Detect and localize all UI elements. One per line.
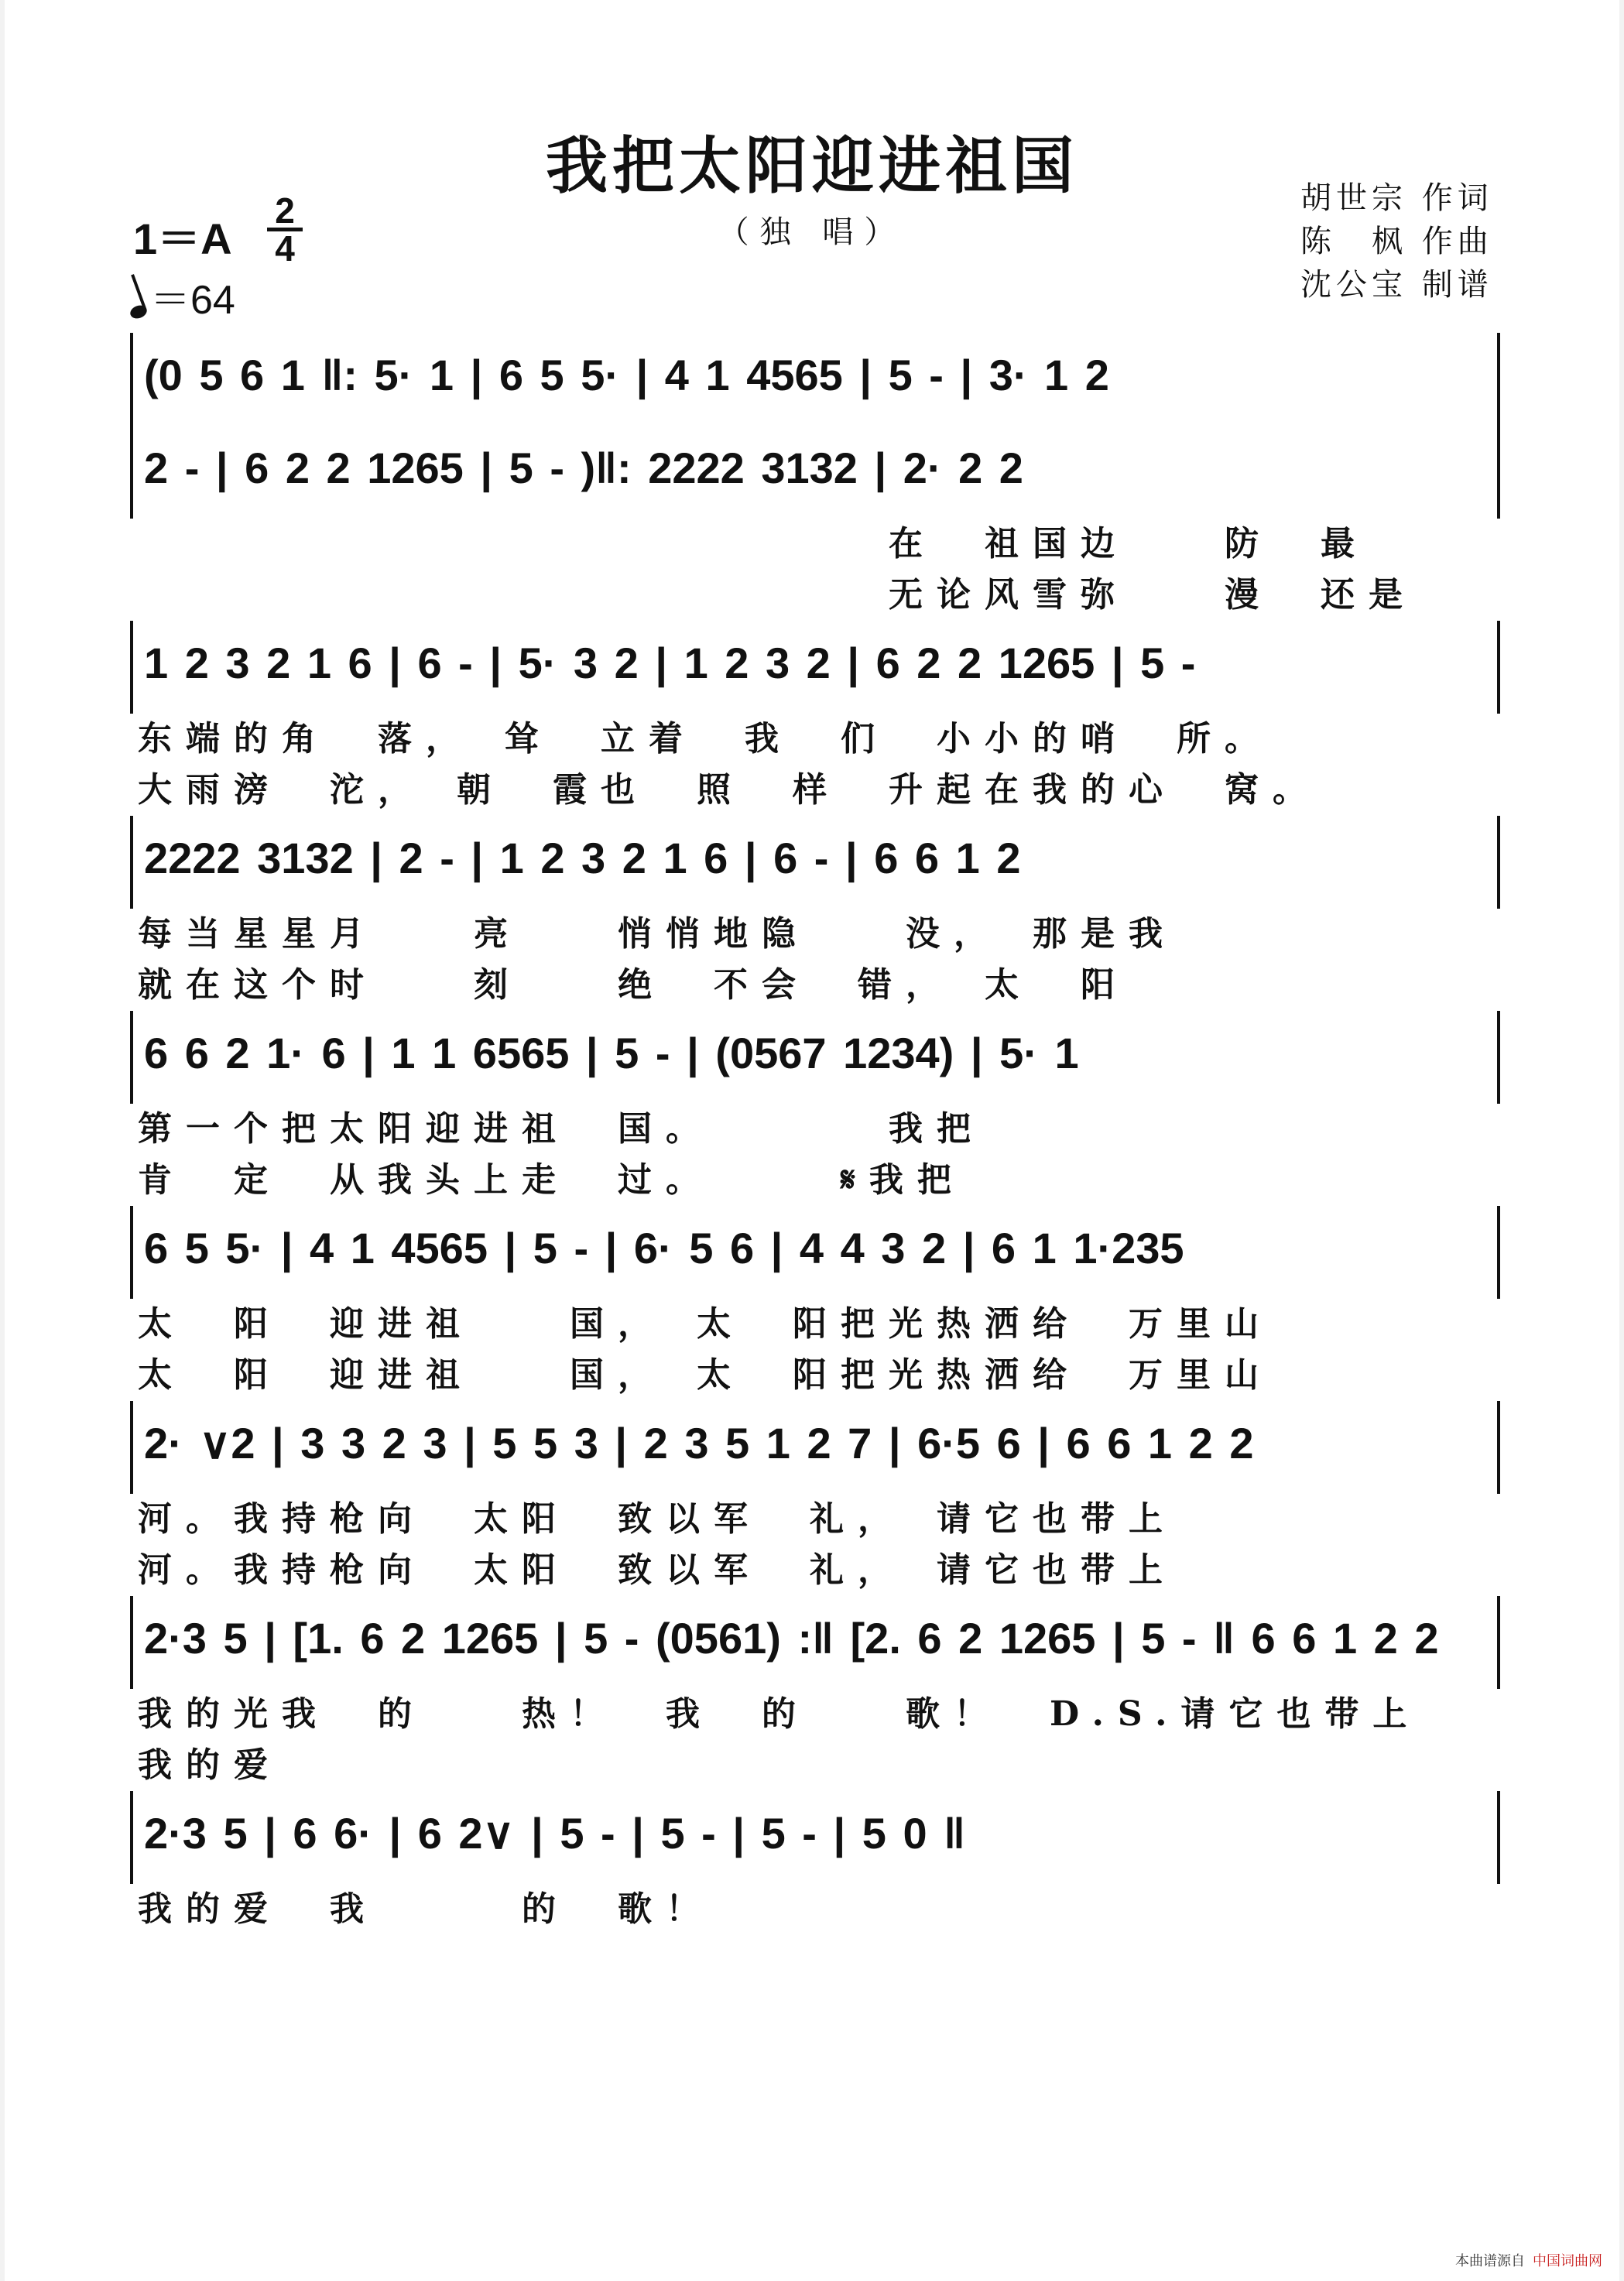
composer-credit: 陈 枫 作曲	[1300, 224, 1493, 259]
quarter-note-icon	[128, 303, 149, 321]
system-6	[130, 1206, 1500, 1401]
music-line: 6 6 2 1· 6 | 1 1 6565 | 5 - | (0567 1234) | 5· 1	[130, 1011, 1500, 1104]
lyric-verse-2: 肯 定 从我头上走 过。 𝄋我把	[138, 1160, 965, 1200]
time-signature-bottom: 4	[275, 228, 295, 269]
source-site: 中国词曲网	[1533, 2253, 1602, 2269]
music-line: 2· ∨2 | 3 3 2 3 | 5 5 3 | 2 3 5 1 2 7 | 6·5 6 | 6 6 1 2 2	[130, 1401, 1500, 1494]
system-1	[130, 333, 1500, 426]
tempo-marking	[130, 267, 235, 325]
lyric-verse-2: 无论风雪弥 漫 还是	[889, 575, 1417, 615]
lyric-verse-1: 第一个把太阳迎进祖 国。 我把	[138, 1109, 985, 1149]
lyric-verse-1: 在 祖国边 防 最	[889, 524, 1369, 563]
lyric-verse-2: 我的爱	[138, 1745, 282, 1785]
music-line: 2 - | 6 2 2 1265 | 5 - )‖: 2222 3132 | 2· 2 2	[130, 426, 1500, 519]
music-line: 1 2 3 2 1 6 | 6 - | 5· 3 2 | 1 2 3 2 | 6 2 2 1265 | 5 -	[130, 621, 1500, 714]
arranger-credit: 沈公宝 制谱	[1300, 267, 1493, 303]
source-label: 本曲谱源自	[1455, 2253, 1525, 2269]
system-7	[130, 1401, 1500, 1596]
lyric-verse-1: 每当星星月 亮 悄悄地隐 没， 那是我	[138, 914, 1177, 954]
lyric-verse-1: 我的光我 的 热！ 我 的 歌！ D.S.请它也带上	[138, 1694, 1421, 1734]
source-watermark	[1455, 2250, 1602, 2270]
system-5	[130, 1011, 1500, 1206]
system-9	[130, 1791, 1500, 1935]
score-systems	[130, 333, 1500, 1935]
system-3	[130, 621, 1500, 816]
lyric-verse-1: 我的爱 我 的 歌！	[138, 1889, 714, 1929]
key-signature: 1＝A	[133, 214, 232, 263]
time-signature	[267, 190, 303, 269]
lyric-verse-2: 太 阳 迎进祖 国， 太 阳把光热洒给 万里山	[138, 1355, 1273, 1395]
song-title: 我把太阳迎进祖国	[546, 129, 1078, 202]
page-edge-left	[0, 0, 5, 2281]
system-4	[130, 816, 1500, 1011]
system-2	[130, 426, 1500, 621]
lyric-verse-2: 大雨滂 沱， 朝 霞也 照 样 升起在我的心 窝。	[138, 770, 1321, 810]
music-line: 6 5 5· | 4 1 4565 | 5 - | 6· 5 6 | 4 4 3 2 | 6 1 1·235	[130, 1206, 1500, 1299]
page-edge-right	[1619, 0, 1624, 2281]
music-line: 2·3 5 | [1. 6 2 1265 | 5 - (0561) :‖ [2. 6 2 1265 | 5 - ‖ 6 6 1 2 2	[130, 1596, 1500, 1689]
music-line: 2·3 5 | 6 6· | 6 2∨ | 5 - | 5 - | 5 - | 5 0 ‖	[130, 1791, 1500, 1884]
lyric-verse-1: 东端的角 落， 耸 立着 我 们 小小的哨 所。	[138, 719, 1273, 759]
system-8	[130, 1596, 1500, 1791]
tempo-value: ＝64	[150, 278, 235, 323]
lyric-verse-2: 河。我持枪向 太阳 致以军 礼， 请它也带上	[138, 1550, 1177, 1590]
lyric-verse-2: 就在这个时 刻 绝 不会 错， 太 阳	[138, 965, 1129, 1005]
lyric-verse-1: 河。我持枪向 太阳 致以军 礼， 请它也带上	[138, 1499, 1177, 1539]
lyricist-credit: 胡世宗 作词	[1300, 180, 1493, 216]
music-line: (0 5 6 1 ‖: 5· 1 | 6 5 5· | 4 1 4565 | 5 - | 3· 1 2	[130, 333, 1500, 426]
time-signature-top: 2	[275, 190, 295, 231]
music-line: 2222 3132 | 2 - | 1 2 3 2 1 6 | 6 - | 6 6 1 2	[130, 816, 1500, 909]
credits	[1300, 176, 1493, 307]
song-subtitle: （独 唱）	[718, 214, 906, 250]
lyric-verse-1: 太 阳 迎进祖 国， 太 阳把光热洒给 万里山	[138, 1304, 1273, 1344]
